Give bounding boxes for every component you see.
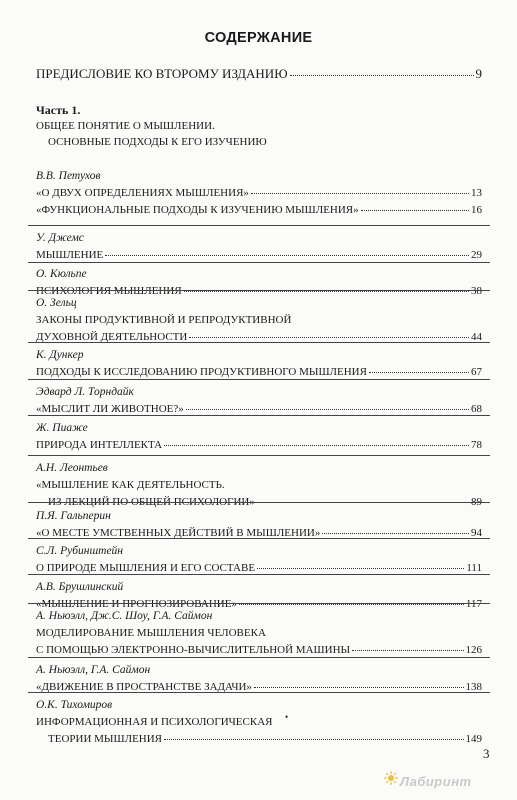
entry-author: А. Ньюэлл, Дж.С. Шоу, Г.А. Саймон	[36, 610, 213, 622]
toc-title: СОДЕРЖАНИЕ	[204, 30, 313, 46]
dot-leader	[369, 372, 469, 373]
entry-title: ДУХОВНОЙ ДЕЯТЕЛЬНОСТИ	[36, 331, 188, 343]
entry-title: ПОДХОДЫ К ИССЛЕДОВАНИЮ ПРОДУКТИВНОГО МЫШЛЕНИЯ	[36, 366, 367, 378]
dot-leader	[164, 739, 463, 740]
separator-line	[28, 415, 490, 416]
dot-leader	[290, 75, 474, 76]
toc-entry[interactable]	[36, 403, 482, 415]
entry-title: «МЫСЛИТ ЛИ ЖИВОТНОЕ?»	[36, 403, 184, 415]
entry-author: А. Ньюэлл, Г.А. Саймон	[36, 664, 151, 676]
dot-leader	[352, 650, 463, 651]
dot-leader	[322, 533, 469, 534]
part-title-line2: ОСНОВНЫЕ ПОДХОДЫ К ЕГО ИЗУЧЕНИЮ	[48, 136, 267, 148]
entry-author: С.Л. Рубинштейн	[36, 545, 123, 557]
entry-title-line: «МЫШЛЕНИЕ КАК ДЕЯТЕЛЬНОСТЬ.	[36, 479, 225, 491]
entry-title: ИЗ ЛЕКЦИЙ ПО ОБЩЕЙ ПСИХОЛОГИИ»	[48, 496, 255, 508]
part-title-line1: ОБЩЕЕ ПОНЯТИЕ О МЫШЛЕНИИ.	[36, 120, 215, 132]
entry-page: 67	[471, 366, 482, 378]
entry-title: «ФУНКЦИОНАЛЬНЫЕ ПОДХОДЫ К ИЗУЧЕНИЮ МЫШЛЕНИЯ»	[36, 204, 359, 216]
page-number: 3	[483, 746, 490, 761]
entry-title: ПСИХОЛОГИЯ МЫШЛЕНИЯ	[36, 285, 182, 297]
separator-line	[28, 692, 490, 693]
entry-title: С ПОМОЩЬЮ ЭЛЕКТРОННО-ВЫЧИСЛИТЕЛЬНОЙ МАШИНЫ	[36, 644, 351, 656]
dot-leader	[189, 337, 469, 338]
entry-page: 78	[471, 439, 482, 451]
entry-author: Ж. Пиаже	[36, 422, 88, 434]
entry-title: «МЫШЛЕНИЕ И ПРОГНОЗИРОВАНИЕ»	[36, 598, 237, 610]
entry-author: К. Дункер	[36, 349, 84, 361]
preface-title: ПРЕДИСЛОВИЕ КО ВТОРОМУ ИЗДАНИЮ	[36, 66, 288, 81]
watermark-logo: Лабиринт	[400, 774, 472, 789]
entry-title: ПРИРОДА ИНТЕЛЛЕКТА	[36, 439, 163, 451]
dot-leader	[251, 193, 469, 194]
entry-page: 29	[471, 249, 482, 261]
separator-line	[28, 342, 490, 343]
entry-title: О ПРИРОДЕ МЫШЛЕНИЯ И ЕГО СОСТАВЕ	[36, 562, 256, 574]
entry-title: «О ДВУХ ОПРЕДЕЛЕНИЯХ МЫШЛЕНИЯ»	[36, 187, 249, 199]
entry-title-line: ИНФОРМАЦИОННАЯ И ПСИХОЛОГИЧЕСКАЯ	[36, 716, 273, 728]
entry-title: «О МЕСТЕ УМСТВЕННЫХ ДЕЙСТВИЙ В МЫШЛЕНИИ»	[36, 527, 321, 539]
entry-title: ТЕОРИИ МЫШЛЕНИЯ	[48, 733, 163, 745]
separator-line	[28, 379, 490, 380]
entry-title: «ДВИЖЕНИЕ В ПРОСТРАНСТВЕ ЗАДАЧИ»	[36, 681, 252, 693]
entry-page: 94	[471, 527, 482, 539]
bullet-mark: •	[285, 712, 289, 722]
toc-entry[interactable]	[36, 439, 482, 451]
preface-entry[interactable]	[36, 66, 482, 82]
entry-author: О.К. Тихомиров	[36, 699, 113, 711]
entry-page: 138	[465, 681, 482, 693]
entry-author: В.В. Петухов	[36, 170, 101, 182]
toc-entry[interactable]	[36, 249, 482, 261]
entry-page: 38	[471, 285, 482, 297]
entry-author: П.Я. Гальперин	[36, 510, 111, 522]
separator-line	[28, 455, 490, 456]
dot-leader	[254, 687, 464, 688]
entry-page: 126	[465, 644, 482, 656]
separator-line	[28, 262, 490, 263]
entry-page: 16	[471, 204, 482, 216]
separator-line	[28, 538, 490, 539]
separator-line	[28, 502, 490, 503]
dot-leader	[105, 255, 469, 256]
entry-author: А.В. Брушлинский	[36, 581, 124, 593]
entry-author: Эдвард Л. Торндайк	[36, 386, 134, 398]
separator-line	[28, 225, 490, 226]
part-label: Часть 1.	[36, 103, 81, 117]
dot-leader	[164, 445, 469, 446]
separator-line	[28, 574, 490, 575]
entry-title-line: МОДЕЛИРОВАНИЕ МЫШЛЕНИЯ ЧЕЛОВЕКА	[36, 627, 266, 639]
entry-title-line: ЗАКОНЫ ПРОДУКТИВНОЙ И РЕПРОДУКТИВНОЙ	[36, 314, 292, 326]
labirint-logo-icon	[383, 770, 399, 786]
entry-page: 117	[465, 598, 482, 610]
toc-entry[interactable]	[36, 644, 482, 656]
dot-leader	[239, 604, 464, 605]
separator-line	[28, 290, 490, 291]
toc-entry[interactable]	[36, 285, 482, 297]
toc-entry[interactable]	[36, 598, 482, 610]
entry-page: 44	[471, 331, 482, 343]
entry-author: У. Джемс	[36, 232, 84, 244]
entry-title: МЫШЛЕНИЕ	[36, 249, 104, 261]
toc-entry[interactable]	[36, 562, 482, 574]
separator-line	[28, 603, 490, 604]
entry-page: 89	[471, 496, 482, 508]
toc-entry[interactable]	[48, 733, 482, 745]
entry-author: О. Зельц	[36, 297, 77, 309]
preface-page: 9	[475, 66, 482, 81]
entry-page: 68	[471, 403, 482, 415]
dot-leader	[257, 568, 464, 569]
toc-entry[interactable]	[36, 187, 482, 199]
toc-entry[interactable]	[36, 366, 482, 378]
toc-entry[interactable]	[36, 204, 482, 216]
entry-author: О. Кюльпе	[36, 268, 87, 280]
dot-leader	[186, 409, 469, 410]
entry-page: 149	[465, 733, 482, 745]
entry-page: 13	[471, 187, 482, 199]
dot-leader	[361, 210, 469, 211]
separator-line	[28, 657, 490, 658]
dot-leader	[184, 291, 469, 292]
entry-page: 111	[466, 562, 482, 574]
entry-author: А.Н. Леонтьев	[36, 462, 108, 474]
